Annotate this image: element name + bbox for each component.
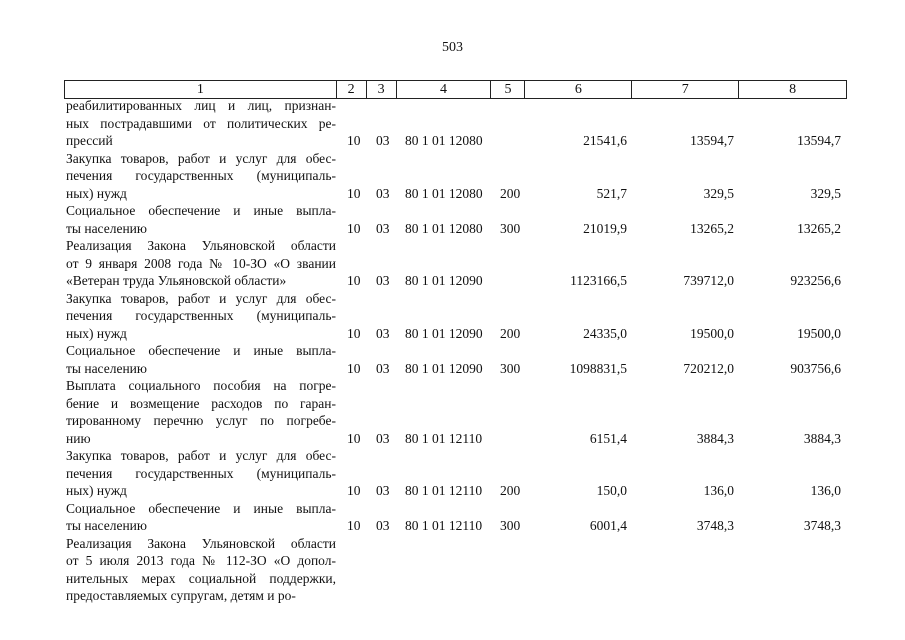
cell-c8: 13265,2 [797,220,841,236]
description-line: Закупка товаров, работ и услуг для обес- [66,290,336,306]
cell-c6: 1123166,5 [570,273,627,288]
cell-c3: 03 [376,325,390,341]
cell-c8: 13594,7 [797,133,841,148]
cell-c7: 720212,0 [683,360,734,376]
cell-c7: 3748,3 [696,518,734,533]
cell-c4: 80 1 01 12080 [405,220,483,236]
description-line: печения государственных (муниципаль- [66,168,336,183]
row-description [66,447,336,500]
description-line: Социальное обеспечение и иные выпла- [66,203,336,218]
cell-c6: 1098831,5 [569,360,627,376]
cell-c5: 200 [500,325,521,341]
cell-c2: 10 [347,518,361,533]
cell-c8: 3884,3 [803,430,841,446]
cell-c3: 03 [376,273,390,288]
cell-c2: 10 [347,360,361,376]
row-description [66,237,336,290]
cell-c3: 03 [376,133,390,148]
cell-c4: 80 1 01 12110 [405,518,483,533]
header-col-5: 5 [491,81,525,98]
cell-c2: 10 [347,483,361,498]
cell-c5: 300 [500,360,521,376]
description-line: нительных мерах социальной поддержки, [66,570,336,586]
cell-c4: 80 1 01 12110 [405,430,483,446]
header-col-7: 7 [632,81,739,98]
header-col-2: 2 [337,81,367,98]
page-number: 503 [442,40,463,55]
header-col-3: 3 [367,81,397,98]
cell-c8: 923256,6 [790,273,841,288]
header-col-1: 1 [65,81,337,98]
cell-c6: 6001,4 [589,518,627,533]
cell-c6: 21019,9 [583,220,627,236]
row-description [66,97,336,150]
description-line: Закупка товаров, работ и услуг для обес- [66,150,336,166]
description-line: бение и возмещение расходов по гаран- [66,395,336,411]
cell-c4: 80 1 01 12080 [405,133,483,148]
cell-c7: 19500,0 [690,325,734,341]
cell-c2: 10 [347,185,361,201]
cell-c2: 10 [347,273,361,288]
row-description [66,342,336,377]
cell-c7: 739712,0 [683,273,734,288]
cell-c2: 10 [347,325,361,341]
header-col-8: 8 [789,82,797,97]
description-line: Реализация Закона Ульяновской области [66,535,336,551]
cell-c2: 10 [347,133,361,148]
description-line: ты населению [66,360,147,376]
cell-c6: 6151,4 [589,430,627,446]
cell-c7: 13265,2 [690,220,734,236]
cell-c8: 3748,3 [803,518,841,533]
cell-c5: 300 [500,518,521,533]
cell-c6: 150,0 [596,483,627,498]
description-line: ты населению [66,518,147,533]
cell-c3: 03 [376,360,390,376]
description-line: ных) нужд [66,185,127,201]
description-line: Реализация Закона Ульяновской области [66,238,336,253]
description-line: ных пострадавшими от политических ре- [66,115,336,131]
row-description [66,500,336,535]
cell-c6: 21541,6 [583,133,627,148]
description-line: Закупка товаров, работ и услуг для обес- [66,448,336,463]
cell-c3: 03 [376,518,390,533]
cell-c3: 03 [376,220,390,236]
description-line: предоставляемых супругам, детям и ро- [66,588,296,603]
cell-c4: 80 1 01 12080 [405,185,483,201]
description-line: ты населению [66,220,147,236]
row-description [66,150,336,203]
row-description [66,535,336,605]
description-line: печения государственных (муниципаль- [66,465,336,481]
description-line: прессий [66,133,113,148]
row-description [66,377,336,447]
cell-c7: 13594,7 [690,133,734,148]
cell-c8: 19500,0 [797,325,841,341]
cell-c5: 200 [500,483,521,498]
description-line: Социальное обеспечение и иные выпла- [66,500,336,516]
cell-c2: 10 [347,430,361,446]
description-line: реабилитированных лиц и лиц, признан- [66,98,336,113]
description-line: Социальное обеспечение и иные выпла- [66,343,336,358]
cell-c4: 80 1 01 12090 [405,325,483,341]
description-line: от 5 июля 2013 года № 112-ЗО «О допол- [66,553,336,568]
cell-c6: 24335,0 [583,325,627,341]
cell-c2: 10 [347,220,361,236]
cell-c6: 521,7 [596,185,627,201]
description-line: тированному перечню услуг по погребе- [66,413,336,428]
description-line: печения государственных (муниципаль- [66,308,336,323]
description-line: от 9 января 2008 года № 10-ЗО «О звании [66,255,336,271]
cell-c5: 300 [500,220,521,236]
cell-c3: 03 [376,430,390,446]
cell-c8: 136,0 [810,483,841,498]
cell-c7: 3884,3 [696,430,734,446]
row-description [66,290,336,343]
cell-c4: 80 1 01 12090 [405,360,483,376]
description-line: Выплата социального пособия на погре- [66,378,336,393]
cell-c3: 03 [376,483,390,498]
row-description [66,202,336,237]
cell-c7: 329,5 [703,185,734,201]
cell-c5: 200 [500,185,521,201]
description-line: нию [66,430,91,446]
cell-c3: 03 [376,185,390,201]
cell-c4: 80 1 01 12090 [405,273,483,288]
header-col-4: 4 [397,81,492,98]
header-col-6: 6 [525,81,632,98]
description-line: ных) нужд [66,483,127,498]
cell-c8: 903756,6 [790,360,841,376]
cell-c4: 80 1 01 12110 [405,483,483,498]
description-line: ных) нужд [66,325,127,341]
cell-c7: 136,0 [703,483,734,498]
cell-c8: 329,5 [810,185,841,201]
description-line: «Ветеран труда Ульяновской области» [66,273,287,288]
